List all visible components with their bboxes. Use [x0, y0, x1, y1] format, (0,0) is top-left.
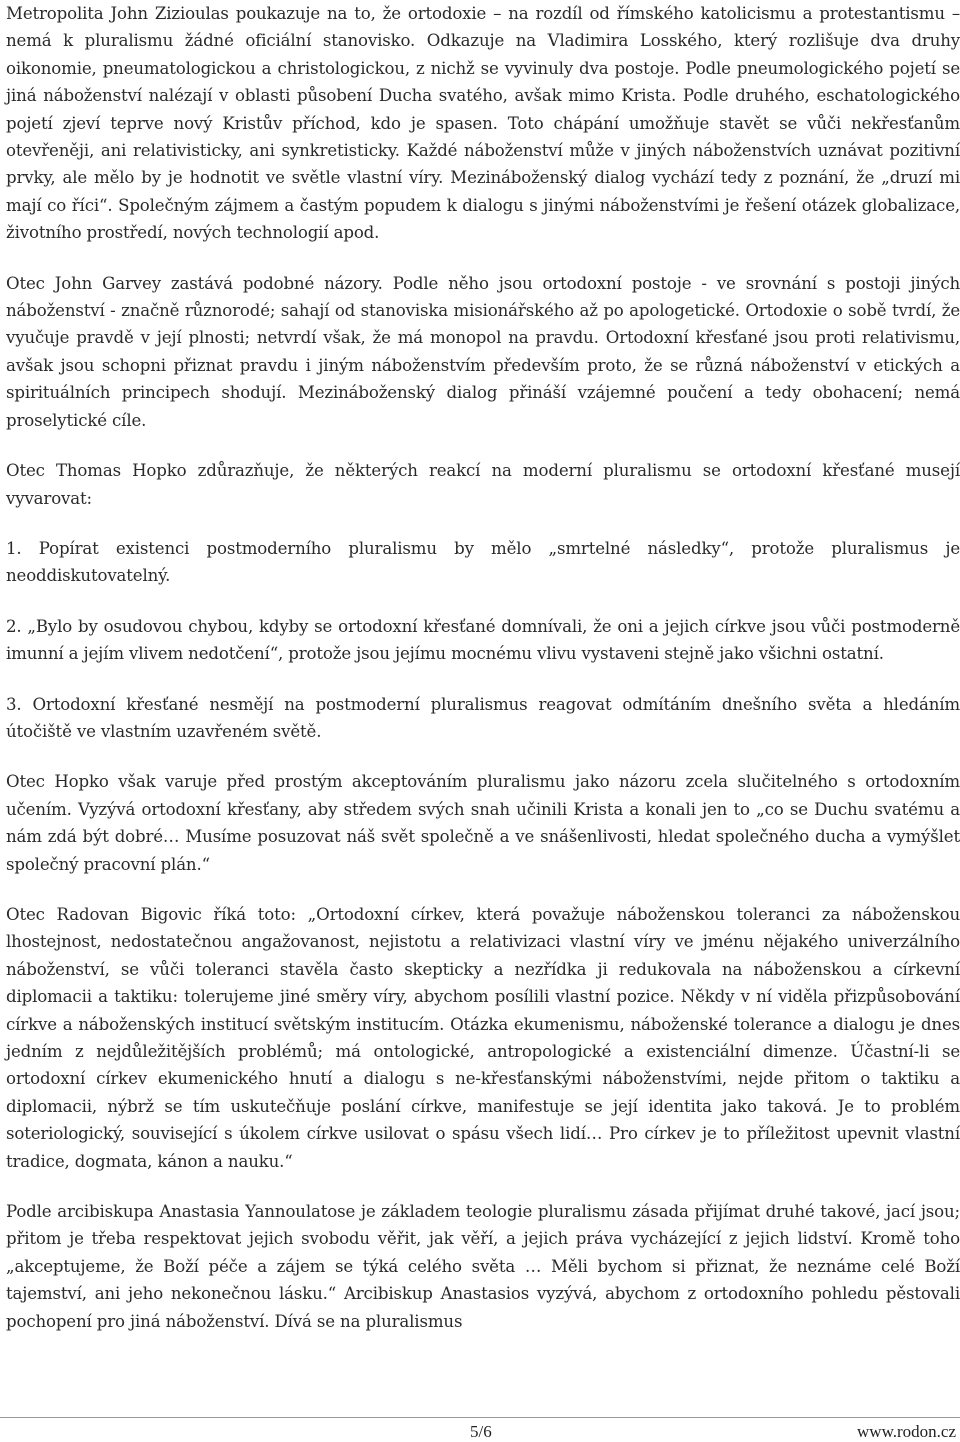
website-link[interactable]: www.rodon.cz — [857, 1422, 956, 1441]
list-item-3: 3. Ortodoxní křesťané nesmějí na postmoderní pluralismus reagovat odmítáním dnešního světa a hledáním útočiště ve vlastním uzavřeném světě. — [6, 694, 960, 741]
list-item-1: 1. Popírat existenci postmoderního pluralismu by mělo „smrtelné následky“, protože pluralismus je neoddiskutovatelný. — [6, 538, 960, 586]
footer-divider — [0, 1417, 960, 1418]
paragraph-garvey: Otec John Garvey zastává podobné názory. Podle něho jsou ortodoxní postoje - ve srovnání s postoji jiných náboženství - značně různorodé; sahají od stanoviska misionářského až po apologetické. Ortodoxie o sobě tvrdí, že vyučuje pravdě v její plnosti; netvrdí však, že má monopol na pravdu. Ortodoxní křesťané jsou proti relativismu, avšak jsou schopni přiznat pravdu i jiným náboženstvím především proto, že se různá náboženství v etických a spirituálních principech shodují. Mezináboženský dialog přináší vzájemné poučení a tedy obohacení; nemá proselytické cíle. — [6, 273, 960, 430]
document-body — [6, 0, 960, 1358]
paragraph-yannoulatos: Podle arcibiskupa Anastasia Yannoulatose je základem teologie pluralismu zásada přijímat druhé takové, jací jsou; přitom je třeba respektovat jejich svobodu věřit, jak věří, a jejich práva vycházející z jejich lidství. Kromě toho „akceptujeme, že Boží péče a zájem se týká celého světa … Měli bychom si přiznat, že neznáme celé Boží tajemství, ani jeho nekonečnou lásku.“ Arcibiskup Anastasios vyzývá, abychom z ortodoxního pohledu pěstovali pochopení pro jiná náboženství. Dívá se na pluralismus — [6, 1202, 960, 1331]
paragraph-hopko-intro: Otec Thomas Hopko zdůrazňuje, že některých reakcí na moderní pluralismu se ortodoxní křesťané musejí vyvarovat: — [6, 461, 960, 508]
page-footer — [0, 1417, 960, 1441]
list-item-2: 2. „Bylo by osudovou chybou, kdyby se ortodoxní křesťané domnívali, že oni a jejich církve jsou vůči postmoderně imunní a jejím vlivem nedotčení“, protože jsou jejímu mocnému vlivu vystaveni stejně jako všichni ostatní. — [6, 616, 960, 664]
paragraph-hopko-warning: Otec Hopko však varuje před prostým akceptováním pluralismu jako názoru zcela slučitelného s ortodoxním učením. Vyzývá ortodoxní křesťany, aby středem svých snah učinili Krista a konali jen to „co se Duchu svatému a nám zdá být dobré… Musíme posuzovat náš svět společně a ve snášenlivosti, hledat společného ducha a vymýšlet společný pracovní plán.“ — [6, 772, 960, 874]
paragraph-zizioulas: Metropolita John Zizioulas poukazuje na to, že ortodoxie – na rozdíl od římského katolicismu a protestantismu – nemá k pluralismu žádné oficiální stanovisko. Odkazuje na Vladimira Losského, který rozlišuje dva druhy oikonomie, pneumatologickou a christologickou, z nichž se vyvinuly dva postoje. Podle pneumologického pojetí se jiná náboženství nalézají v oblasti působení Ducha svatého, avšak mimo Krista. Podle druhého, eschatologického pojetí zjeví teprve nový Kristův příchod, kdo je spasen. Toto chápání umožňuje stavět se vůči nekřesťanům otevřeněji, ani relativisticky, ani synkretisticky. Každé náboženství může v jiných náboženstvích uznávat pozitivní prvky, ale mělo by je hodnotit ve světle vlastní víry. Mezináboženský dialog vychází tedy z poznání, že „druzí mi mají co říci“. Společným zájmem a častým popudem k dialogu s jinými náboženstvími je řešení otázek globalizace, životního prostředí, nových technologií apod. — [6, 4, 960, 243]
page-number: 5/6 — [470, 1422, 492, 1441]
paragraph-bigovic: Otec Radovan Bigovic říká toto: „Ortodoxní církev, která považuje náboženskou toleranci za náboženskou lhostejnost, nedostatečnou angažovanost, nejistotu a relativizaci vlastní víry ve jménu nějakého univerzálního náboženství, se vůči toleranci stavěla často skepticky a nezřídka ji redukovala na náboženskou a církevní diplomacii a taktiku: tolerujeme jiné směry víry, abychom posílili vlastní pozice. Někdy v ní viděla přizpůsobování církve a náboženských institucí světským institucím. Otázka ekumenismu, náboženské tolerance a dialogu je dnes jedním z nejdůležitějších problémů; má ontologické, antropologické a existenciální dimenze. Účastní-li se ortodoxní církev ekumenického hnutí a dialogu s ne-křesťanskými náboženstvími, nejde přitom o taktiku a diplomacii, nýbrž se tím uskutečňuje poslání církve, manifestuje se její identita jako taková. Je to problém soteriologický, související s úkolem církve usilovat o spásu všech lidí… Pro církev je to příležitost upevnit vlastní tradice, dogmata, kánon a nauku.“ — [6, 904, 960, 1171]
